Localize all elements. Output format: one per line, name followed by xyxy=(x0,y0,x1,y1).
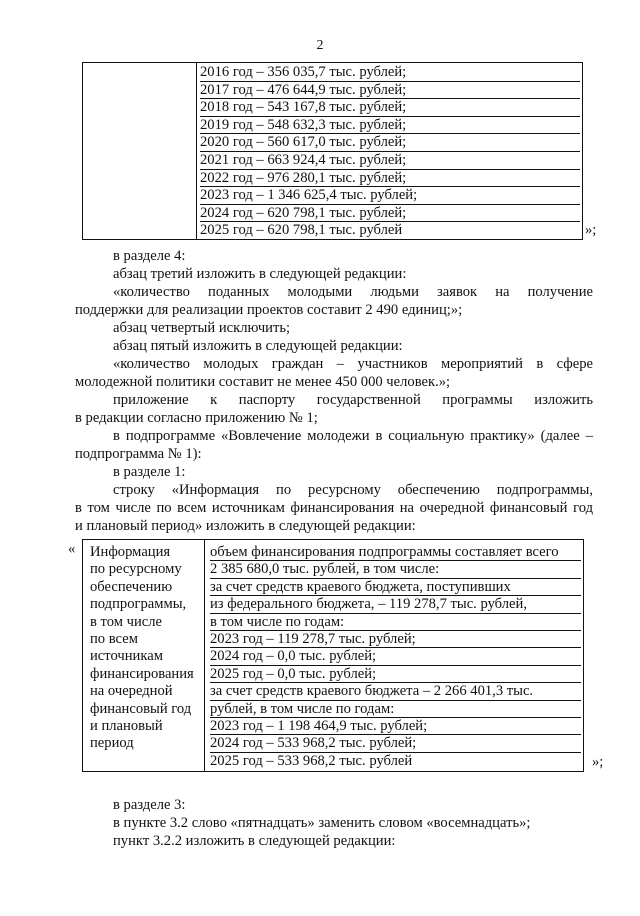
table-row: 2024 год – 533 968,2 тыс. рублей; xyxy=(210,735,581,752)
funding-table-1 xyxy=(82,62,583,240)
closing-quote: »; xyxy=(592,754,604,770)
table-row: 2021 год – 663 924,4 тыс. рублей; xyxy=(200,152,580,170)
table-values-column xyxy=(200,64,580,239)
paragraph: молодежной политики составит не менее 450 000 человек.»; xyxy=(75,374,451,390)
label-line: и плановый xyxy=(90,717,163,734)
table-row: 2020 год – 560 617,0 тыс. рублей; xyxy=(200,134,580,152)
label-line: подпрограммы, xyxy=(90,596,187,613)
table-row: из федерального бюджета, – 119 278,7 тыс. рублей, xyxy=(210,596,581,613)
table-row: 2023 год – 1 198 464,9 тыс. рублей; xyxy=(210,718,581,735)
paragraph: в редакции согласно приложению № 1; xyxy=(75,410,318,426)
paragraph: в подпрограмме «Вовлечение молодежи в социальную практику» (далее – xyxy=(113,428,593,444)
paragraph: в разделе 4: xyxy=(113,248,186,264)
table-row: 2025 год – 533 968,2 тыс. рублей xyxy=(210,752,413,769)
paragraph: в разделе 1: xyxy=(113,464,186,480)
paragraph: абзац четвертый исключить; xyxy=(113,320,291,336)
label-line: источникам xyxy=(90,648,163,665)
table-row: 2019 год – 548 632,3 тыс. рублей; xyxy=(200,117,580,135)
table-row: за счет средств краевого бюджета, поступивших xyxy=(210,579,581,596)
closing-quote: »; xyxy=(585,222,597,238)
paragraph: в том числе по всем источникам финансирования на очередной финансовый год xyxy=(75,500,593,516)
label-line: по всем xyxy=(90,630,138,647)
paragraph: поддержки для реализации проектов составит 2 490 единиц;»; xyxy=(75,302,463,318)
table-row: 2023 год – 1 346 625,4 тыс. рублей; xyxy=(200,187,580,205)
table-label-column xyxy=(90,544,202,753)
label-line: финансовый год xyxy=(90,700,192,717)
table-row: 2025 год – 0,0 тыс. рублей; xyxy=(210,666,581,683)
table-column-divider xyxy=(204,540,205,771)
page-number: 2 xyxy=(316,38,324,53)
label-line: Информация xyxy=(90,544,171,560)
paragraph: в пункте 3.2 слово «пятнадцать» заменить словом «восемнадцать»; xyxy=(113,815,531,831)
opening-quote: « xyxy=(68,541,76,557)
document-body-continued xyxy=(75,796,593,850)
paragraph: и плановый период» изложить в следующей редакции: xyxy=(75,518,416,534)
table-row: 2018 год – 543 167,8 тыс. рублей; xyxy=(200,99,580,117)
table-row: в том числе по годам: xyxy=(210,614,581,631)
table-row: 2024 год – 620 798,1 тыс. рублей; xyxy=(200,205,580,223)
label-line: на очередной xyxy=(90,683,173,700)
paragraph: абзац пятый изложить в следующей редакции: xyxy=(113,338,403,354)
label-line: финансирования xyxy=(90,665,194,682)
paragraph: подпрограмма № 1): xyxy=(75,446,202,462)
funding-table-2 xyxy=(82,539,584,772)
paragraph: строку «Информация по ресурсному обеспечению подпрограммы, xyxy=(113,482,593,498)
paragraph: «количество молодых граждан – участников мероприятий в сфере xyxy=(113,356,593,372)
paragraph: приложение к паспорту государственной программы изложить xyxy=(113,392,593,408)
label-line: по ресурсному xyxy=(90,561,182,578)
table-row: 2017 год – 476 644,9 тыс. рублей; xyxy=(200,82,580,100)
label-line: период xyxy=(90,735,134,752)
paragraph: абзац третий изложить в следующей редакции: xyxy=(113,266,407,282)
table-row: 2 385 680,0 тыс. рублей, в том числе: xyxy=(210,561,581,578)
label-line: обеспечению xyxy=(90,578,173,595)
table-row: объем финансирования подпрограммы составляет всего xyxy=(210,544,581,561)
table-row: 2022 год – 976 280,1 тыс. рублей; xyxy=(200,170,580,188)
paragraph: «количество поданных молодыми людьми заявок на получение xyxy=(113,284,593,300)
table-row: 2024 год – 0,0 тыс. рублей; xyxy=(210,648,581,665)
table-value-column xyxy=(210,544,581,769)
table-row: за счет средств краевого бюджета – 2 266 401,3 тыс. xyxy=(210,683,581,700)
paragraph: пункт 3.2.2 изложить в следующей редакции: xyxy=(113,833,396,849)
paragraph: в разделе 3: xyxy=(113,797,186,813)
document-body xyxy=(75,247,593,535)
table-row: 2016 год – 356 035,7 тыс. рублей; xyxy=(200,64,580,82)
label-line: в том числе xyxy=(90,613,163,630)
table-row: 2025 год – 620 798,1 тыс. рублей xyxy=(200,222,403,239)
table-row: рублей, в том числе по годам: xyxy=(210,701,581,718)
table-row: 2023 год – 119 278,7 тыс. рублей; xyxy=(210,631,581,648)
table-column-divider xyxy=(196,63,197,239)
